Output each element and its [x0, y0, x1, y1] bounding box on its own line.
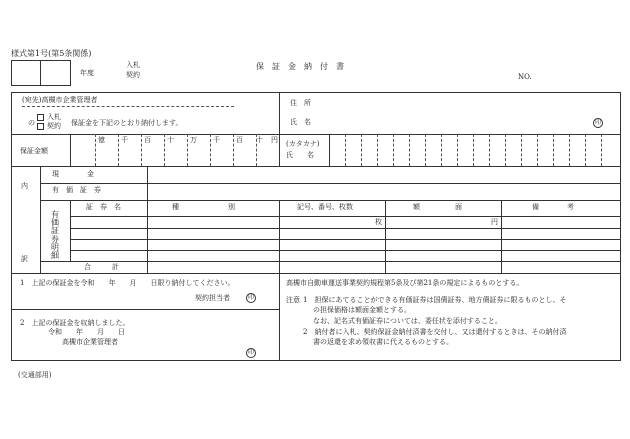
section2-manager: 高槻市企業管理者 [62, 338, 118, 346]
unit-yen-face: 円 [491, 218, 498, 226]
prefix-no: の [28, 119, 35, 127]
nendo-label: 年度 [80, 69, 94, 77]
year-box[interactable] [11, 60, 71, 86]
unit-juu: 十 [167, 136, 174, 144]
keiyaku-label: 契約 [126, 71, 140, 79]
securities-vertical-label: 有価証券明細 [51, 210, 59, 261]
note-line1b: の担保価格は額面金額とする。 [313, 306, 411, 314]
regulation-text: 高槻市自動車運送事業契約規程第5条及び第21条の規定によるものとする。 [286, 279, 524, 287]
kana-label: (カタカナ) [286, 140, 320, 148]
addressee: (宛先)高槻市企業管理者 [22, 96, 98, 104]
kana-name-label: 氏 名 [286, 151, 314, 159]
unit-mai: 枚 [375, 218, 382, 226]
col-securities-name: 証 券 名 [86, 203, 121, 211]
contract-officer-label: 契約担当者 [195, 294, 230, 302]
checkbox-nyusatsu[interactable] [37, 114, 44, 121]
total-label: 合 計 [84, 263, 119, 271]
note-line2: 2 納付者に入札、契約保証金納付済書を交付し、又は還付するときは、その納付済 [303, 328, 567, 336]
side-label-top: 内 [21, 182, 28, 190]
form-title: 保 証 金 納 付 書 [256, 62, 344, 71]
note-label: 注意 [286, 296, 300, 304]
unit-man: 万 [190, 136, 197, 144]
name-label: 氏 名 [290, 118, 311, 126]
unit-hyaku-2: 百 [236, 136, 243, 144]
nyusatsu-label: 入札 [126, 61, 140, 69]
address-label: 住 所 [290, 99, 311, 107]
unit-oku: 億 [98, 136, 105, 144]
col-face-value: 額 面 [413, 203, 462, 211]
unit-sen: 千 [121, 136, 128, 144]
note-line1c: なお、記名式有価証券については、委任状を添付すること。 [313, 317, 502, 325]
note-line1: 1 担保にあてることができる有価証券は国債証券、地方債証券に限るものとし、そ [303, 296, 567, 304]
amount-label: 保証金額 [20, 147, 48, 155]
section2-date: 令和 年 月 日 [48, 328, 125, 336]
unit-hyaku: 百 [144, 136, 151, 144]
form-style-label: 様式第1号(第5条関係) [11, 49, 92, 58]
section1-text: 1 上記の保証金を令和 年 月 日限り納付してください。 [20, 279, 235, 287]
check-label: 有 価 証 券 [52, 186, 101, 194]
note-line2b: 書の返還を求め領収書に代えるものとする。 [313, 338, 453, 346]
officer-seal-icon: 印 [247, 294, 254, 301]
checkbox-keiyaku[interactable] [37, 123, 44, 130]
option-keiyaku: 契約 [47, 122, 61, 130]
number-label: NO. [518, 73, 532, 81]
side-label-bottom: 訳 [21, 255, 28, 263]
cash-label: 現 金 [52, 170, 94, 178]
applicant-seal-icon: 印 [594, 119, 601, 126]
statement: 保証金を下記のとおり納付します。 [71, 119, 183, 127]
manager-seal-icon: 印 [247, 349, 254, 356]
col-type: 種 別 [172, 203, 235, 211]
option-nyusatsu: 入札 [47, 113, 61, 121]
unit-juu-2: 十 [256, 136, 263, 144]
section2-text: 2 上記の保証金を収納しました。 [20, 319, 130, 327]
unit-sen-2: 千 [213, 136, 220, 144]
department-label: (交通部用) [18, 371, 52, 379]
col-number: 記号、番号、枚数 [297, 203, 353, 211]
col-remarks: 備 考 [532, 203, 574, 211]
unit-yen: 円 [271, 136, 278, 144]
